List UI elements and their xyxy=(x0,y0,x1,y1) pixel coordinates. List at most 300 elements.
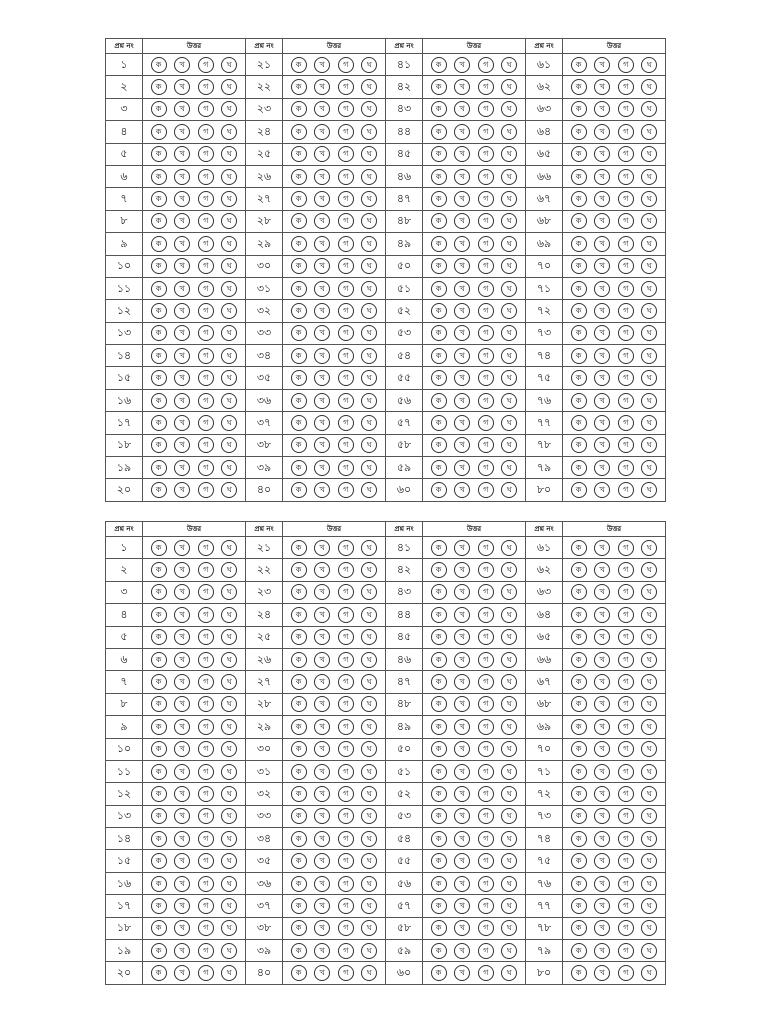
answer-bubble[interactable]: ঘ xyxy=(641,741,657,757)
answer-bubble[interactable]: ক xyxy=(431,169,447,185)
answer-bubble[interactable]: ঘ xyxy=(221,146,237,162)
answer-bubble[interactable]: ঘ xyxy=(501,191,517,207)
answer-bubble[interactable]: খ xyxy=(314,393,330,409)
answer-bubble[interactable]: ক xyxy=(151,57,167,73)
answer-bubble[interactable]: খ xyxy=(314,79,330,95)
answer-bubble[interactable]: খ xyxy=(454,808,470,824)
answer-bubble[interactable]: খ xyxy=(594,460,610,476)
answer-bubble[interactable]: ক xyxy=(151,482,167,498)
answer-bubble[interactable]: ক xyxy=(151,629,167,645)
answer-bubble[interactable]: ক xyxy=(151,437,167,453)
answer-bubble[interactable]: ঘ xyxy=(501,370,517,386)
answer-bubble[interactable]: ক xyxy=(151,303,167,319)
answer-bubble[interactable]: খ xyxy=(454,191,470,207)
answer-bubble[interactable]: গ xyxy=(338,325,354,341)
answer-bubble[interactable]: গ xyxy=(338,146,354,162)
answer-bubble[interactable]: ঘ xyxy=(501,696,517,712)
answer-bubble[interactable]: ক xyxy=(571,213,587,229)
answer-bubble[interactable]: ঘ xyxy=(501,236,517,252)
answer-bubble[interactable]: ক xyxy=(571,920,587,936)
answer-bubble[interactable]: ঘ xyxy=(501,482,517,498)
answer-bubble[interactable]: ক xyxy=(571,965,587,981)
answer-bubble[interactable]: গ xyxy=(338,191,354,207)
answer-bubble[interactable]: গ xyxy=(618,213,634,229)
answer-bubble[interactable]: গ xyxy=(198,741,214,757)
answer-bubble[interactable]: গ xyxy=(478,191,494,207)
answer-bubble[interactable]: খ xyxy=(454,213,470,229)
answer-bubble[interactable]: গ xyxy=(338,719,354,735)
answer-bubble[interactable]: ক xyxy=(571,540,587,556)
answer-bubble[interactable]: খ xyxy=(454,393,470,409)
answer-bubble[interactable]: খ xyxy=(594,898,610,914)
answer-bubble[interactable]: ঘ xyxy=(641,607,657,623)
answer-bubble[interactable]: ক xyxy=(291,57,307,73)
answer-bubble[interactable]: ঘ xyxy=(361,629,377,645)
answer-bubble[interactable]: ঘ xyxy=(361,101,377,117)
answer-bubble[interactable]: ঘ xyxy=(361,943,377,959)
answer-bubble[interactable]: ক xyxy=(571,808,587,824)
answer-bubble[interactable]: ঘ xyxy=(641,393,657,409)
answer-bubble[interactable]: খ xyxy=(454,124,470,140)
answer-bubble[interactable]: ঘ xyxy=(501,853,517,869)
answer-bubble[interactable]: ক xyxy=(571,281,587,297)
answer-bubble[interactable]: ঘ xyxy=(641,460,657,476)
answer-bubble[interactable]: খ xyxy=(454,415,470,431)
answer-bubble[interactable]: ঘ xyxy=(641,786,657,802)
answer-bubble[interactable]: ঘ xyxy=(641,303,657,319)
answer-bubble[interactable]: খ xyxy=(174,258,190,274)
answer-bubble[interactable]: খ xyxy=(174,920,190,936)
answer-bubble[interactable]: ক xyxy=(571,325,587,341)
answer-bubble[interactable]: ক xyxy=(431,920,447,936)
answer-bubble[interactable]: ঘ xyxy=(641,348,657,364)
answer-bubble[interactable]: খ xyxy=(314,146,330,162)
answer-bubble[interactable]: গ xyxy=(198,607,214,623)
answer-bubble[interactable]: ঘ xyxy=(641,584,657,600)
answer-bubble[interactable]: ঘ xyxy=(641,213,657,229)
answer-bubble[interactable]: খ xyxy=(454,629,470,645)
answer-bubble[interactable]: খ xyxy=(314,876,330,892)
answer-bubble[interactable]: খ xyxy=(174,876,190,892)
answer-bubble[interactable]: গ xyxy=(198,169,214,185)
answer-bubble[interactable]: ক xyxy=(571,482,587,498)
answer-bubble[interactable]: গ xyxy=(198,79,214,95)
answer-bubble[interactable]: খ xyxy=(314,674,330,690)
answer-bubble[interactable]: ঘ xyxy=(641,629,657,645)
answer-bubble[interactable]: গ xyxy=(618,741,634,757)
answer-bubble[interactable]: খ xyxy=(174,584,190,600)
answer-bubble[interactable]: ঘ xyxy=(221,674,237,690)
answer-bubble[interactable]: ঘ xyxy=(361,607,377,623)
answer-bubble[interactable]: ঘ xyxy=(641,562,657,578)
answer-bubble[interactable]: গ xyxy=(198,629,214,645)
answer-bubble[interactable]: ঘ xyxy=(221,540,237,556)
answer-bubble[interactable]: ক xyxy=(151,607,167,623)
answer-bubble[interactable]: গ xyxy=(618,764,634,780)
answer-bubble[interactable]: ক xyxy=(151,786,167,802)
answer-bubble[interactable]: ক xyxy=(291,719,307,735)
answer-bubble[interactable]: খ xyxy=(454,607,470,623)
answer-bubble[interactable]: ঘ xyxy=(641,191,657,207)
answer-bubble[interactable]: ঘ xyxy=(641,325,657,341)
answer-bubble[interactable]: খ xyxy=(454,965,470,981)
answer-bubble[interactable]: ক xyxy=(291,853,307,869)
answer-bubble[interactable]: ক xyxy=(151,169,167,185)
answer-bubble[interactable]: গ xyxy=(198,213,214,229)
answer-bubble[interactable]: ঘ xyxy=(361,79,377,95)
answer-bubble[interactable]: গ xyxy=(338,898,354,914)
answer-bubble[interactable]: ক xyxy=(291,562,307,578)
answer-bubble[interactable]: ঘ xyxy=(221,213,237,229)
answer-bubble[interactable]: খ xyxy=(174,741,190,757)
answer-bubble[interactable]: গ xyxy=(338,540,354,556)
answer-bubble[interactable]: ক xyxy=(571,393,587,409)
answer-bubble[interactable]: ক xyxy=(151,719,167,735)
answer-bubble[interactable]: গ xyxy=(478,460,494,476)
answer-bubble[interactable]: ঘ xyxy=(361,236,377,252)
answer-bubble[interactable]: খ xyxy=(174,79,190,95)
answer-bubble[interactable]: গ xyxy=(198,831,214,847)
answer-bubble[interactable]: গ xyxy=(198,415,214,431)
answer-bubble[interactable]: খ xyxy=(454,370,470,386)
answer-bubble[interactable]: ক xyxy=(571,79,587,95)
answer-bubble[interactable]: ক xyxy=(571,584,587,600)
answer-bubble[interactable]: খ xyxy=(314,101,330,117)
answer-bubble[interactable]: ঘ xyxy=(221,101,237,117)
answer-bubble[interactable]: গ xyxy=(478,607,494,623)
answer-bubble[interactable]: ক xyxy=(431,460,447,476)
answer-bubble[interactable]: খ xyxy=(594,764,610,780)
answer-bubble[interactable]: ঘ xyxy=(361,876,377,892)
answer-bubble[interactable]: খ xyxy=(454,652,470,668)
answer-bubble[interactable]: খ xyxy=(454,540,470,556)
answer-bubble[interactable]: খ xyxy=(594,719,610,735)
answer-bubble[interactable]: খ xyxy=(174,191,190,207)
answer-bubble[interactable]: খ xyxy=(454,281,470,297)
answer-bubble[interactable]: খ xyxy=(454,696,470,712)
answer-bubble[interactable]: খ xyxy=(314,415,330,431)
answer-bubble[interactable]: খ xyxy=(174,674,190,690)
answer-bubble[interactable]: গ xyxy=(618,236,634,252)
answer-bubble[interactable]: খ xyxy=(454,258,470,274)
answer-bubble[interactable]: গ xyxy=(478,281,494,297)
answer-bubble[interactable]: ঘ xyxy=(361,393,377,409)
answer-bubble[interactable]: ঘ xyxy=(641,674,657,690)
answer-bubble[interactable]: ক xyxy=(431,764,447,780)
answer-bubble[interactable]: গ xyxy=(338,482,354,498)
answer-bubble[interactable]: খ xyxy=(594,191,610,207)
answer-bubble[interactable]: গ xyxy=(618,808,634,824)
answer-bubble[interactable]: ঘ xyxy=(501,57,517,73)
answer-bubble[interactable]: ক xyxy=(431,898,447,914)
answer-bubble[interactable]: ঘ xyxy=(501,965,517,981)
answer-bubble[interactable]: ঘ xyxy=(361,415,377,431)
answer-bubble[interactable]: খ xyxy=(454,898,470,914)
answer-bubble[interactable]: গ xyxy=(338,584,354,600)
answer-bubble[interactable]: খ xyxy=(594,437,610,453)
answer-bubble[interactable]: গ xyxy=(338,258,354,274)
answer-bubble[interactable]: ক xyxy=(571,191,587,207)
answer-bubble[interactable]: খ xyxy=(174,482,190,498)
answer-bubble[interactable]: ঘ xyxy=(501,325,517,341)
answer-bubble[interactable]: ক xyxy=(151,831,167,847)
answer-bubble[interactable]: গ xyxy=(478,943,494,959)
answer-bubble[interactable]: ঘ xyxy=(501,415,517,431)
answer-bubble[interactable]: গ xyxy=(198,348,214,364)
answer-bubble[interactable]: ক xyxy=(571,124,587,140)
answer-bubble[interactable]: গ xyxy=(618,965,634,981)
answer-bubble[interactable]: গ xyxy=(618,57,634,73)
answer-bubble[interactable]: গ xyxy=(198,437,214,453)
answer-bubble[interactable]: গ xyxy=(478,437,494,453)
answer-bubble[interactable]: ঘ xyxy=(641,943,657,959)
answer-bubble[interactable]: ঘ xyxy=(221,258,237,274)
answer-bubble[interactable]: খ xyxy=(594,853,610,869)
answer-bubble[interactable]: ঘ xyxy=(641,101,657,117)
answer-bubble[interactable]: ঘ xyxy=(361,437,377,453)
answer-bubble[interactable]: গ xyxy=(618,437,634,453)
answer-bubble[interactable]: খ xyxy=(594,325,610,341)
answer-bubble[interactable]: ক xyxy=(151,460,167,476)
answer-bubble[interactable]: খ xyxy=(454,786,470,802)
answer-bubble[interactable]: ঘ xyxy=(361,348,377,364)
answer-bubble[interactable]: খ xyxy=(314,853,330,869)
answer-bubble[interactable]: খ xyxy=(454,943,470,959)
answer-bubble[interactable]: ঘ xyxy=(641,920,657,936)
answer-bubble[interactable]: খ xyxy=(314,303,330,319)
answer-bubble[interactable]: ঘ xyxy=(221,460,237,476)
answer-bubble[interactable]: ঘ xyxy=(221,415,237,431)
answer-bubble[interactable]: ঘ xyxy=(501,101,517,117)
answer-bubble[interactable]: ক xyxy=(571,415,587,431)
answer-bubble[interactable]: গ xyxy=(338,562,354,578)
answer-bubble[interactable]: ঘ xyxy=(641,876,657,892)
answer-bubble[interactable]: ক xyxy=(431,808,447,824)
answer-bubble[interactable]: ঘ xyxy=(361,281,377,297)
answer-bubble[interactable]: গ xyxy=(198,562,214,578)
answer-bubble[interactable]: গ xyxy=(618,786,634,802)
answer-bubble[interactable]: গ xyxy=(478,584,494,600)
answer-bubble[interactable]: খ xyxy=(594,79,610,95)
answer-bubble[interactable]: ঘ xyxy=(641,281,657,297)
answer-bubble[interactable]: খ xyxy=(314,696,330,712)
answer-bubble[interactable]: ঘ xyxy=(361,191,377,207)
answer-bubble[interactable]: ঘ xyxy=(361,258,377,274)
answer-bubble[interactable]: খ xyxy=(454,562,470,578)
answer-bubble[interactable]: ঘ xyxy=(501,584,517,600)
answer-bubble[interactable]: খ xyxy=(454,325,470,341)
answer-bubble[interactable]: ক xyxy=(151,540,167,556)
answer-bubble[interactable]: ক xyxy=(291,281,307,297)
answer-bubble[interactable]: ক xyxy=(571,437,587,453)
answer-bubble[interactable]: গ xyxy=(478,786,494,802)
answer-bubble[interactable]: খ xyxy=(454,741,470,757)
answer-bubble[interactable]: খ xyxy=(314,213,330,229)
answer-bubble[interactable]: খ xyxy=(314,607,330,623)
answer-bubble[interactable]: খ xyxy=(454,719,470,735)
answer-bubble[interactable]: গ xyxy=(618,348,634,364)
answer-bubble[interactable]: খ xyxy=(454,853,470,869)
answer-bubble[interactable]: গ xyxy=(478,562,494,578)
answer-bubble[interactable]: ঘ xyxy=(641,57,657,73)
answer-bubble[interactable]: খ xyxy=(174,101,190,117)
answer-bubble[interactable]: খ xyxy=(174,303,190,319)
answer-bubble[interactable]: ক xyxy=(151,191,167,207)
answer-bubble[interactable]: ঘ xyxy=(641,764,657,780)
answer-bubble[interactable]: খ xyxy=(174,57,190,73)
answer-bubble[interactable]: ঘ xyxy=(641,652,657,668)
answer-bubble[interactable]: খ xyxy=(594,965,610,981)
answer-bubble[interactable]: ক xyxy=(151,281,167,297)
answer-bubble[interactable]: খ xyxy=(174,764,190,780)
answer-bubble[interactable]: খ xyxy=(454,674,470,690)
answer-bubble[interactable]: ক xyxy=(291,348,307,364)
answer-bubble[interactable]: ঘ xyxy=(361,696,377,712)
answer-bubble[interactable]: গ xyxy=(478,79,494,95)
answer-bubble[interactable]: ক xyxy=(431,281,447,297)
answer-bubble[interactable]: ঘ xyxy=(501,348,517,364)
answer-bubble[interactable]: গ xyxy=(198,540,214,556)
answer-bubble[interactable]: গ xyxy=(198,764,214,780)
answer-bubble[interactable]: খ xyxy=(454,169,470,185)
answer-bubble[interactable]: ক xyxy=(151,943,167,959)
answer-bubble[interactable]: খ xyxy=(454,348,470,364)
answer-bubble[interactable]: খ xyxy=(594,57,610,73)
answer-bubble[interactable]: ঘ xyxy=(501,213,517,229)
answer-bubble[interactable]: ঘ xyxy=(361,674,377,690)
answer-bubble[interactable]: গ xyxy=(478,213,494,229)
answer-bubble[interactable]: খ xyxy=(314,965,330,981)
answer-bubble[interactable]: ঘ xyxy=(641,898,657,914)
answer-bubble[interactable]: ঘ xyxy=(221,920,237,936)
answer-bubble[interactable]: খ xyxy=(594,482,610,498)
answer-bubble[interactable]: খ xyxy=(314,920,330,936)
answer-bubble[interactable]: গ xyxy=(478,348,494,364)
answer-bubble[interactable]: ক xyxy=(571,370,587,386)
answer-bubble[interactable]: ক xyxy=(571,303,587,319)
answer-bubble[interactable]: ঘ xyxy=(501,741,517,757)
answer-bubble[interactable]: ক xyxy=(571,348,587,364)
answer-bubble[interactable]: ক xyxy=(151,876,167,892)
answer-bubble[interactable]: ঘ xyxy=(361,146,377,162)
answer-bubble[interactable]: ক xyxy=(291,124,307,140)
answer-bubble[interactable]: ঘ xyxy=(221,607,237,623)
answer-bubble[interactable]: খ xyxy=(314,236,330,252)
answer-bubble[interactable]: ঘ xyxy=(501,764,517,780)
answer-bubble[interactable]: খ xyxy=(594,562,610,578)
answer-bubble[interactable]: ঘ xyxy=(221,437,237,453)
answer-bubble[interactable]: গ xyxy=(618,146,634,162)
answer-bubble[interactable]: গ xyxy=(618,652,634,668)
answer-bubble[interactable]: ক xyxy=(151,415,167,431)
answer-bubble[interactable]: ক xyxy=(571,831,587,847)
answer-bubble[interactable]: খ xyxy=(594,652,610,668)
answer-bubble[interactable]: ঘ xyxy=(361,898,377,914)
answer-bubble[interactable]: গ xyxy=(338,629,354,645)
answer-bubble[interactable]: ঘ xyxy=(361,124,377,140)
answer-bubble[interactable]: গ xyxy=(338,920,354,936)
answer-bubble[interactable]: ক xyxy=(431,57,447,73)
answer-bubble[interactable]: ঘ xyxy=(501,146,517,162)
answer-bubble[interactable]: গ xyxy=(198,258,214,274)
answer-bubble[interactable]: ঘ xyxy=(221,764,237,780)
answer-bubble[interactable]: ঘ xyxy=(361,303,377,319)
answer-bubble[interactable]: খ xyxy=(594,920,610,936)
answer-bubble[interactable]: গ xyxy=(618,325,634,341)
answer-bubble[interactable]: গ xyxy=(478,898,494,914)
answer-bubble[interactable]: খ xyxy=(594,831,610,847)
answer-bubble[interactable]: খ xyxy=(314,808,330,824)
answer-bubble[interactable]: ক xyxy=(571,146,587,162)
answer-bubble[interactable]: ক xyxy=(571,674,587,690)
answer-bubble[interactable]: খ xyxy=(314,460,330,476)
answer-bubble[interactable]: ঘ xyxy=(501,808,517,824)
answer-bubble[interactable]: খ xyxy=(314,325,330,341)
answer-bubble[interactable]: ক xyxy=(431,965,447,981)
answer-bubble[interactable]: ক xyxy=(291,393,307,409)
answer-bubble[interactable]: ঘ xyxy=(221,236,237,252)
answer-bubble[interactable]: ঘ xyxy=(221,584,237,600)
answer-bubble[interactable]: গ xyxy=(618,920,634,936)
answer-bubble[interactable]: গ xyxy=(478,764,494,780)
answer-bubble[interactable]: গ xyxy=(338,124,354,140)
answer-bubble[interactable]: খ xyxy=(314,898,330,914)
answer-bubble[interactable]: খ xyxy=(174,415,190,431)
answer-bubble[interactable]: ক xyxy=(431,482,447,498)
answer-bubble[interactable]: ঘ xyxy=(361,482,377,498)
answer-bubble[interactable]: ঘ xyxy=(221,652,237,668)
answer-bubble[interactable]: গ xyxy=(338,652,354,668)
answer-bubble[interactable]: খ xyxy=(454,236,470,252)
answer-bubble[interactable]: গ xyxy=(338,696,354,712)
answer-bubble[interactable]: ঘ xyxy=(221,965,237,981)
answer-bubble[interactable]: গ xyxy=(338,57,354,73)
answer-bubble[interactable]: ক xyxy=(151,348,167,364)
answer-bubble[interactable]: গ xyxy=(478,236,494,252)
answer-bubble[interactable]: খ xyxy=(594,876,610,892)
answer-bubble[interactable]: খ xyxy=(594,101,610,117)
answer-bubble[interactable]: গ xyxy=(198,482,214,498)
answer-bubble[interactable]: ঘ xyxy=(221,943,237,959)
answer-bubble[interactable]: খ xyxy=(174,696,190,712)
answer-bubble[interactable]: ঘ xyxy=(641,437,657,453)
answer-bubble[interactable]: ক xyxy=(431,437,447,453)
answer-bubble[interactable]: খ xyxy=(594,696,610,712)
answer-bubble[interactable]: খ xyxy=(314,652,330,668)
answer-bubble[interactable]: খ xyxy=(174,943,190,959)
answer-bubble[interactable]: খ xyxy=(454,482,470,498)
answer-bubble[interactable]: গ xyxy=(618,674,634,690)
answer-bubble[interactable]: গ xyxy=(478,965,494,981)
answer-bubble[interactable]: ঘ xyxy=(501,393,517,409)
answer-bubble[interactable]: ক xyxy=(151,808,167,824)
answer-bubble[interactable]: ক xyxy=(571,719,587,735)
answer-bubble[interactable]: ঘ xyxy=(221,325,237,341)
answer-bubble[interactable]: ঘ xyxy=(501,831,517,847)
answer-bubble[interactable]: ক xyxy=(431,607,447,623)
answer-bubble[interactable]: ঘ xyxy=(501,303,517,319)
answer-bubble[interactable]: গ xyxy=(198,920,214,936)
answer-bubble[interactable]: ক xyxy=(431,629,447,645)
answer-bubble[interactable]: ক xyxy=(291,540,307,556)
answer-bubble[interactable]: ক xyxy=(291,303,307,319)
answer-bubble[interactable]: ক xyxy=(291,213,307,229)
answer-bubble[interactable]: খ xyxy=(174,562,190,578)
answer-bubble[interactable]: গ xyxy=(478,741,494,757)
answer-bubble[interactable]: ঘ xyxy=(361,652,377,668)
answer-bubble[interactable]: ক xyxy=(571,652,587,668)
answer-bubble[interactable]: গ xyxy=(618,124,634,140)
